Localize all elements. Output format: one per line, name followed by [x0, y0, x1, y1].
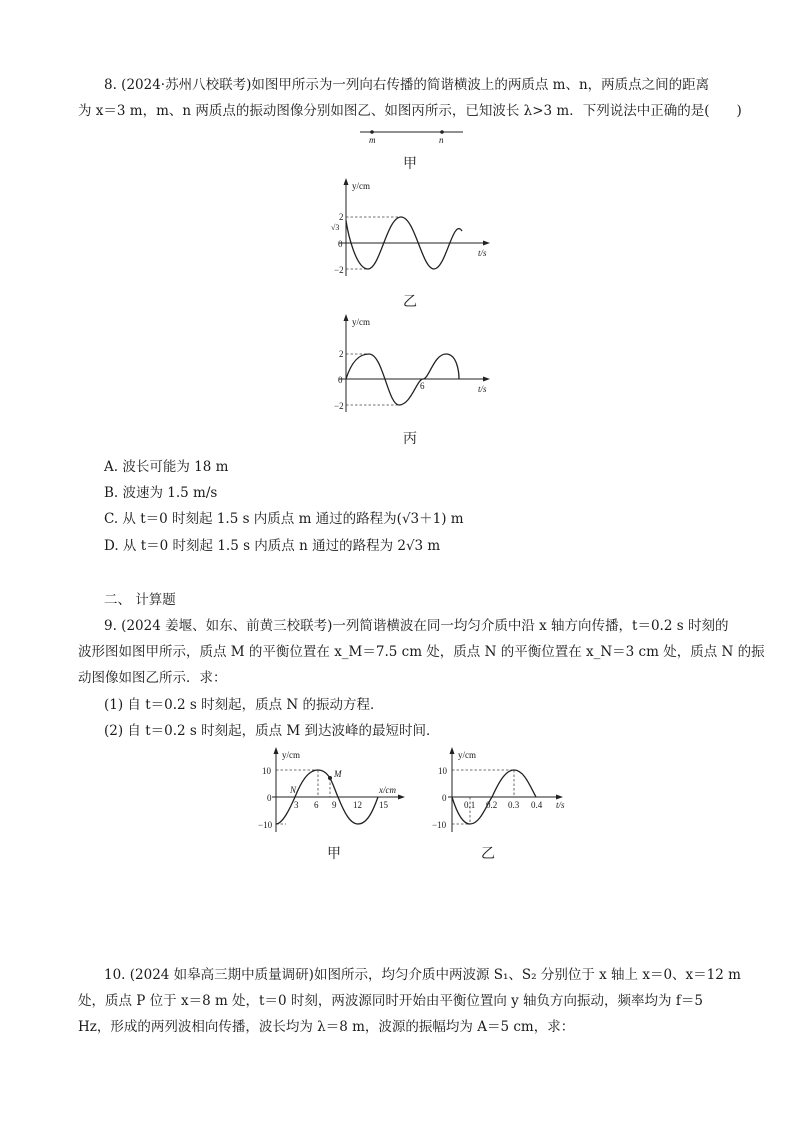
tick-6: 6 [420, 381, 425, 391]
option-b[interactable]: B. 波速为 1.5 m/s [104, 485, 218, 501]
tick-0.4: 0.4 [531, 800, 543, 810]
q9-part-2: (2) 自 t＝0.2 s 时刻起，质点 M 到达波峰的最短时间． [104, 723, 440, 739]
tick-0: 0 [338, 239, 343, 249]
option-a[interactable]: A. 波长可能为 18 m [104, 459, 229, 475]
q9-part-1: (1) 自 t＝0.2 s 时刻起，质点 N 的振动方程． [104, 697, 384, 713]
point-m [370, 130, 374, 134]
label-m: m [369, 135, 376, 145]
tick-3: 3 [294, 800, 299, 810]
tick-0.3: 0.3 [508, 800, 520, 810]
ylabel: y/cm [282, 750, 300, 760]
tick-10: 10 [438, 766, 447, 776]
tick-neg10: −10 [432, 820, 447, 830]
xlabel: x/cm [379, 785, 396, 795]
ylabel: y/cm [352, 317, 370, 327]
label-M: M [334, 769, 342, 779]
q8-caption-yi: 乙 [403, 294, 417, 310]
q8-line-1: 8. (2024·苏州八校联考)如图甲所示为一列向右传播的简谐横波上的两质点 m、n，两质点之间的距离 [104, 77, 710, 93]
q8-figure-yi [325, 176, 495, 286]
tick-0: 0 [267, 793, 272, 803]
tick-15: 15 [379, 800, 388, 810]
tick-0.1: 0.1 [464, 800, 476, 810]
tick-2: 2 [339, 349, 344, 359]
ylabel: y/cm [352, 181, 370, 191]
q10-line-2: 处，质点 P 位于 x＝8 m 处，t＝0 时刻，两波源同时开始由平衡位置向 y 轴负方向振动，频率均为 f＝5 [78, 993, 703, 1009]
q8-figure-bing [325, 312, 495, 417]
label-n: n [439, 135, 444, 145]
tick-0: 0 [338, 375, 343, 385]
xlabel: t/s [556, 800, 565, 810]
q10-line-1: 10. (2024 如皋高三期中质量调研)如图所示，均匀介质中两波源 S₁、S₂ 分别位于 x 轴上 x＝0、x＝12 m [104, 967, 741, 983]
point-n [440, 130, 444, 134]
q8-caption-jia: 甲 [403, 156, 417, 172]
ylabel: y/cm [458, 750, 476, 760]
q8-line-2: 为 x＝3 m，m、n 两质点的振动图像分别如图乙、如图丙所示，已知波长 λ>3 m．下列说法中正确的是( ) [78, 103, 742, 119]
point-M [328, 776, 332, 780]
q9-line-1: 9. (2024 姜堰、如东、前黄三校联考)一列简谐横波在同一均匀介质中沿 x 轴方向传播，t＝0.2 s 时刻的 [104, 618, 729, 634]
label-N: N [290, 785, 297, 795]
section-title: 二、 计算题 [104, 592, 176, 608]
tick-0: 0 [442, 793, 447, 803]
q8-figure-jia [355, 126, 465, 146]
q8-caption-bing: 丙 [403, 431, 417, 447]
tick-neg2: −2 [334, 265, 344, 275]
tick-12: 12 [353, 800, 362, 810]
tick-2: 2 [339, 212, 344, 222]
tick-9: 9 [332, 800, 337, 810]
q9-figure-yi [428, 746, 578, 836]
xlabel: t/s [478, 248, 487, 258]
xlabel: t/s [478, 384, 487, 394]
q9-caption-jia: 甲 [327, 846, 341, 862]
q9-line-3: 动图像如图乙所示．求： [78, 670, 227, 686]
tick-10: 10 [262, 766, 271, 776]
tick-neg10: −10 [258, 820, 273, 830]
tick-6: 6 [314, 800, 319, 810]
q9-line-2: 波形图如图甲所示，质点 M 的平衡位置在 x_M＝7.5 cm 处，质点 N 的平衡位置在 x_N＝3 cm 处，质点 N 的振 [78, 644, 765, 660]
tick-neg2: −2 [334, 401, 344, 411]
tick-0.2: 0.2 [486, 800, 498, 810]
option-c[interactable]: C. 从 t＝0 时刻起 1.5 s 内质点 m 通过的路程为(√3＋1) m [104, 511, 464, 527]
tick-sqrt3: √3 [331, 223, 340, 232]
q9-figure-jia [250, 746, 410, 836]
q9-caption-yi: 乙 [481, 846, 495, 862]
q10-line-3: Hz，形成的两列波相向传播，波长均为 λ＝8 m，波源的振幅均为 A＝5 cm，求： [78, 1019, 575, 1035]
option-d[interactable]: D. 从 t＝0 时刻起 1.5 s 内质点 n 通过的路程为 2√3 m [104, 538, 441, 554]
